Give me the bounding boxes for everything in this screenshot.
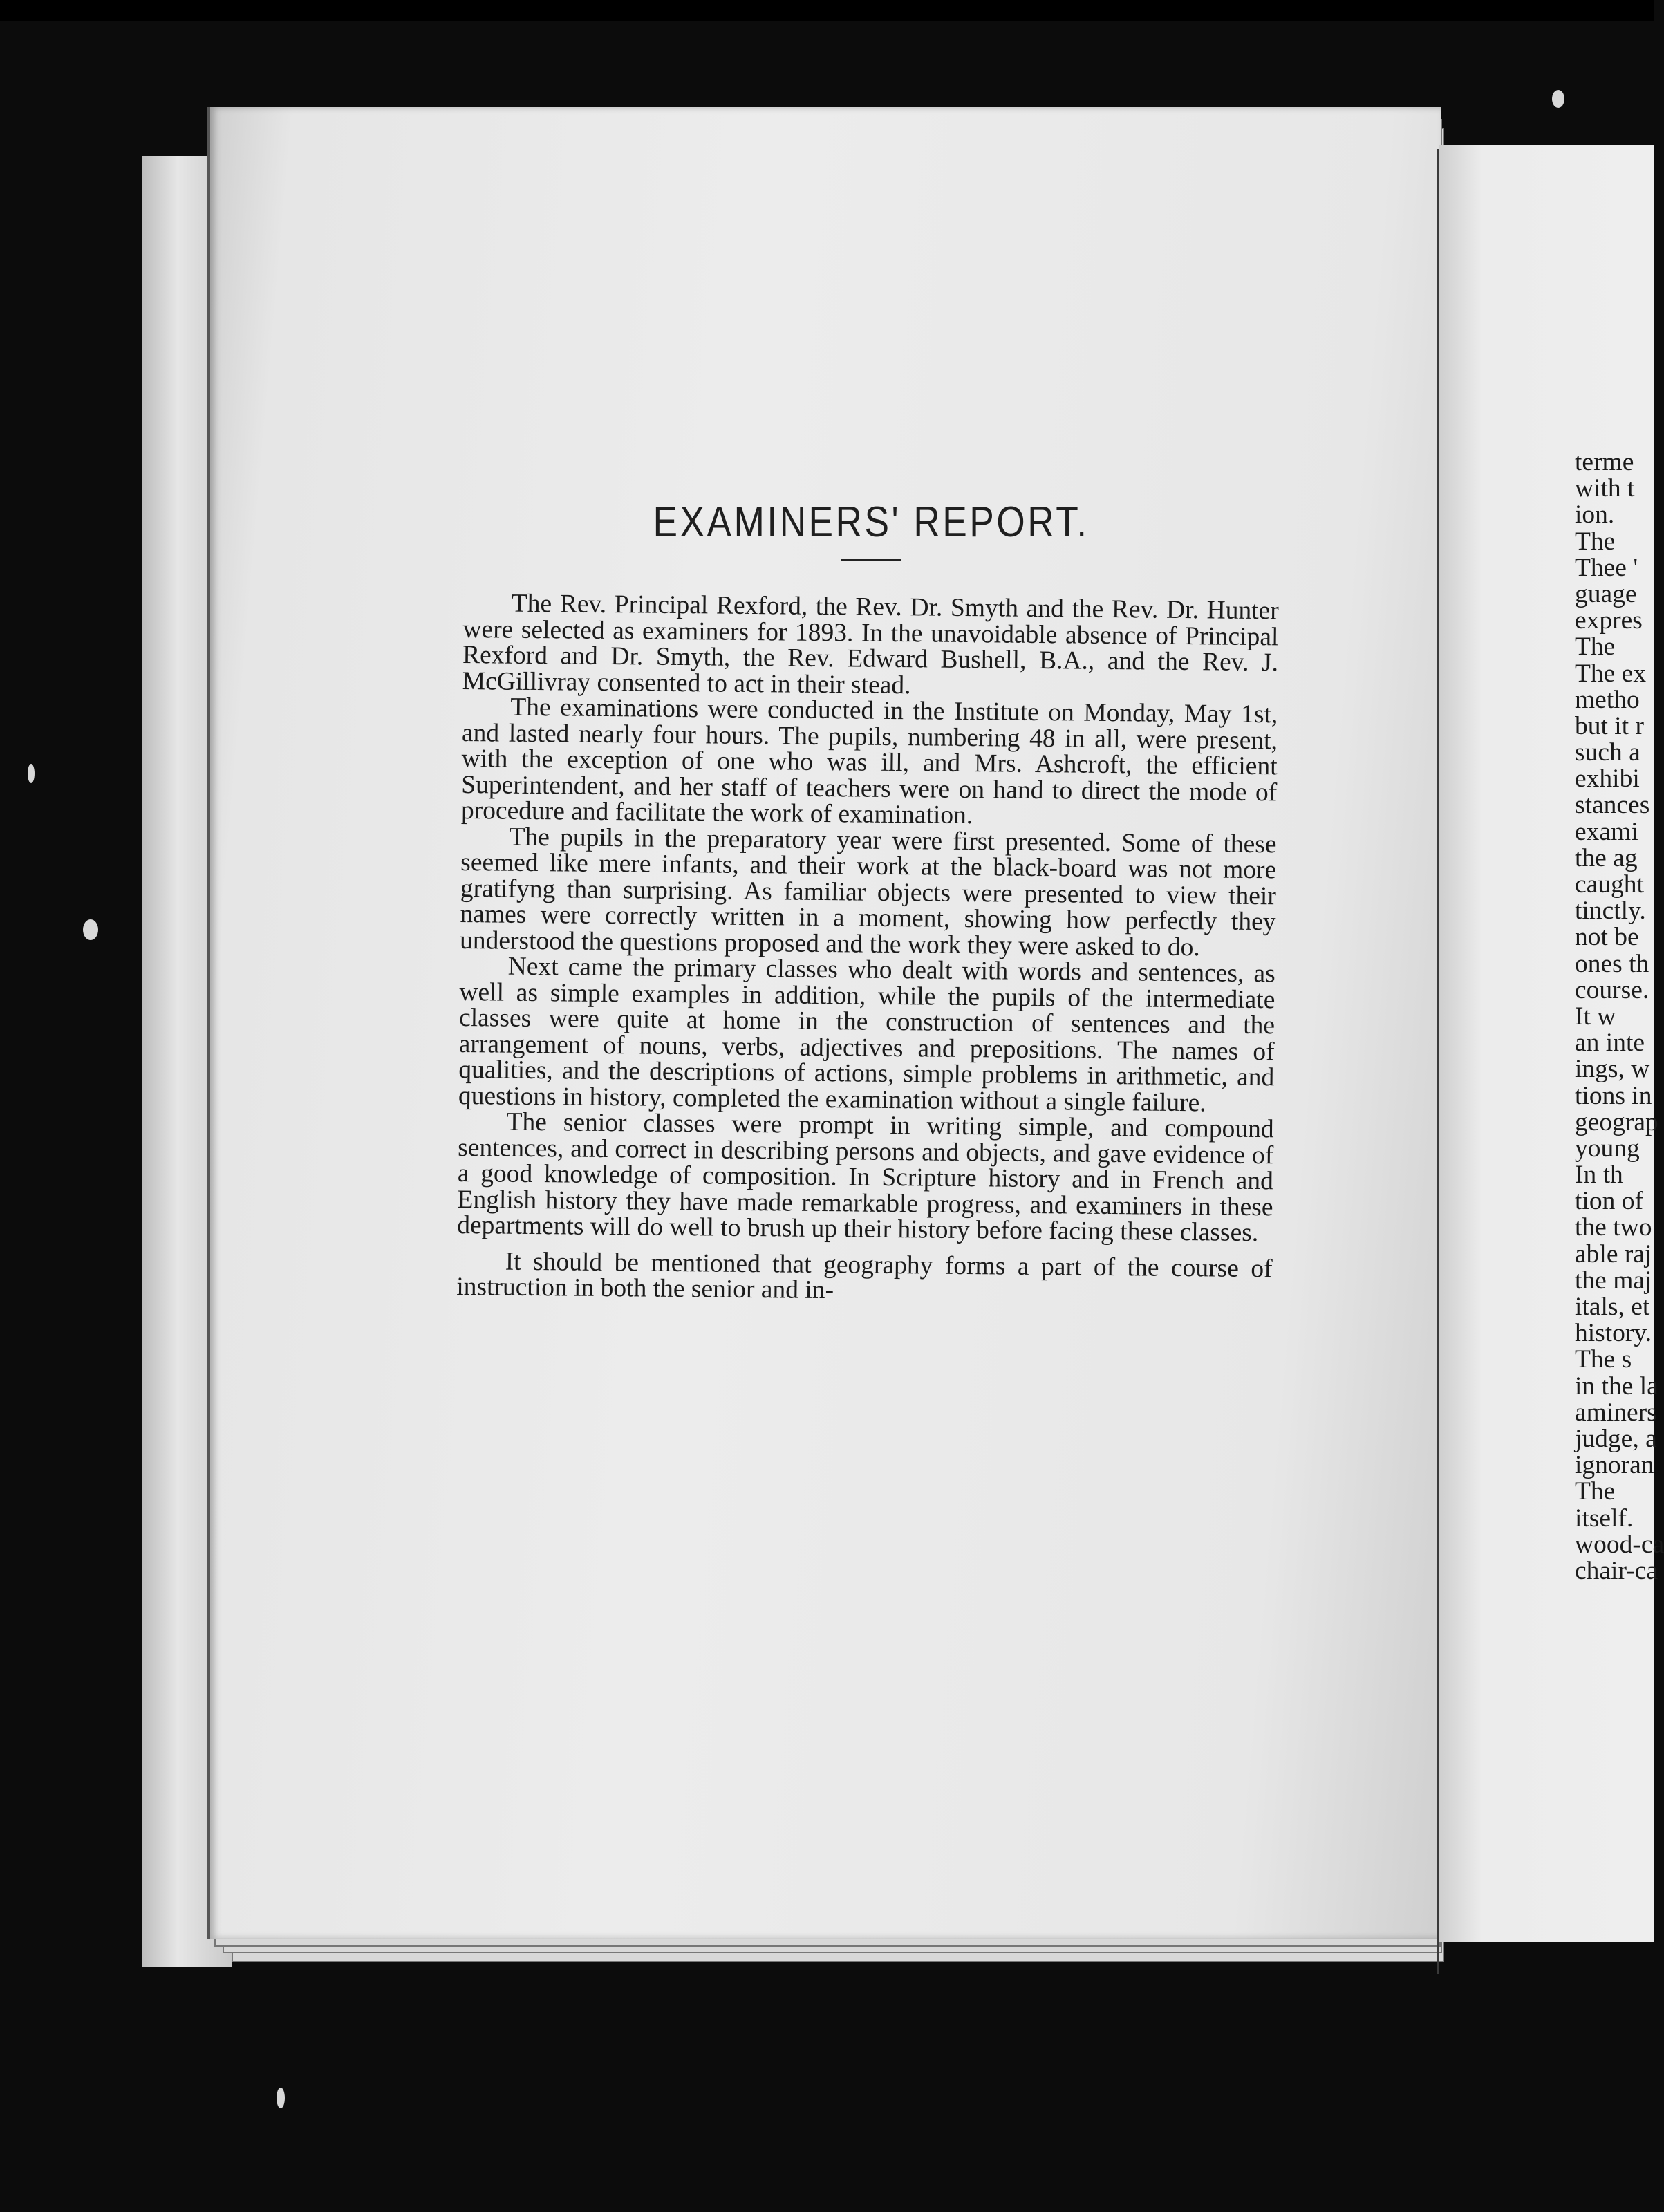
right-page-line: with t (1575, 474, 1635, 503)
right-page-line: able raj (1575, 1239, 1652, 1268)
dust-speck (277, 2088, 285, 2108)
right-page-line: the two (1575, 1213, 1652, 1242)
right-page-line: itself. (1575, 1503, 1634, 1533)
paragraph: The pupils in the preparatory year were first presented. Some of these seemed like mere infants, and their work at the black-board was not more gratifyng than surprising. As familiar objects were presented to view their names were correctly written in a moment, showing how perfectly they understood the questions proposed and the work they were asked to do. (459, 823, 1277, 962)
right-page-line: in the la (1575, 1371, 1658, 1400)
scan-top-border (0, 0, 1654, 21)
right-page-line: The (1575, 1477, 1616, 1506)
right-page-line: history. (1575, 1319, 1652, 1348)
title-rule (841, 559, 901, 561)
right-page-line: exhibi (1575, 765, 1640, 794)
right-page-line: terme (1575, 448, 1634, 476)
right-page-line: itals, et (1575, 1293, 1650, 1321)
dust-speck (1552, 90, 1564, 108)
right-page-line: course. (1575, 975, 1649, 1004)
right-page-line: the maj (1575, 1266, 1652, 1295)
right-page-line: It w (1575, 1002, 1616, 1031)
right-page-line: not be (1575, 923, 1639, 952)
right-page-line: chair-ca (1575, 1556, 1658, 1585)
right-page-line: ones th (1575, 949, 1649, 978)
right-page-line: The (1575, 632, 1616, 662)
right-page-line: but it r (1575, 711, 1644, 740)
right-page-line: ignoran (1575, 1451, 1654, 1480)
right-page-text (1575, 448, 1664, 1585)
right-page-line: expres (1575, 606, 1643, 635)
right-page-line: The ex (1575, 659, 1647, 688)
right-page-line: aminers (1575, 1398, 1657, 1427)
right-page-line: Thee ' (1575, 553, 1638, 582)
right-page-line: stances (1575, 791, 1650, 820)
paragraph: The senior classes were prompt in writing simple, and compound sentences, and correct in describing persons and objects, and gave evidence of a good knowledge of composition. In Scripture history and in French and English history they have made remarkable progress, and examiners in these departments will do well to brush up their history before facing these classes. (456, 1107, 1274, 1248)
right-page-line: In th (1575, 1161, 1623, 1190)
right-page-line: tinctly. (1575, 897, 1646, 926)
right-page-line: exami (1575, 817, 1638, 846)
right-page-line: caught (1575, 870, 1644, 899)
right-page-line: The s (1575, 1345, 1632, 1374)
right-page-line: tion of (1575, 1187, 1643, 1216)
right-page-line: judge, a (1575, 1424, 1657, 1453)
right-page-line: an inte (1575, 1029, 1645, 1058)
right-page-line: metho (1575, 685, 1640, 714)
right-page-line: the ag (1575, 843, 1638, 872)
dust-speck (28, 764, 35, 783)
page-title: EXAMINERS' REPORT. (653, 498, 1090, 546)
right-page-line: young (1575, 1134, 1640, 1163)
right-page-line: such a (1575, 738, 1640, 767)
right-page-line: tions in (1575, 1081, 1652, 1110)
left-page-content (456, 498, 1279, 1305)
paragraph: The examinations were conducted in the Institute on Monday, May 1st, and lasted nearly four hours. The pupils, numbering 48 in all, were present, with the exception of one who was ill, and Mrs. Ashcroft, the efficient Superintendent, and her staff of teachers were on hand to direct the mode of procedure and facilitate the work of examination. (460, 693, 1278, 830)
right-page-line: guage (1575, 579, 1637, 608)
report-body (456, 590, 1279, 1308)
paragraph: The Rev. Principal Rexford, the Rev. Dr. Smyth and the Rev. Dr. Hunter were selected as examiners for 1893. In the unavoidable absence of Principal Rexford and Dr. Smyth, the Rev. Edward Bushell, B.A., and the Rev. J. McGillivray consented to act in their stead. (462, 589, 1279, 700)
right-page-line: The (1575, 527, 1616, 556)
right-page-line: geograp (1575, 1107, 1658, 1136)
right-page-line: wood-ca (1575, 1530, 1664, 1559)
paragraph: It should be mentioned that geography forms a part of the course of instruction in both the senior and in- (456, 1247, 1273, 1305)
right-page-line: ion. (1575, 500, 1615, 529)
paragraph: Next came the primary classes who dealt with words and sentences, as well as simple examples in addition, while the pupils of the intermediate classes were quite at home in the construction of sentences and the arrangement of nouns, verbs, adjectives and prepositions. The names of qualities, and the descriptions of actions, simple problems in arithmetic, and questions in history, completed the examination without a single failure. (458, 952, 1275, 1117)
dust-speck (83, 919, 98, 940)
right-page-line: ings, w (1575, 1055, 1650, 1084)
